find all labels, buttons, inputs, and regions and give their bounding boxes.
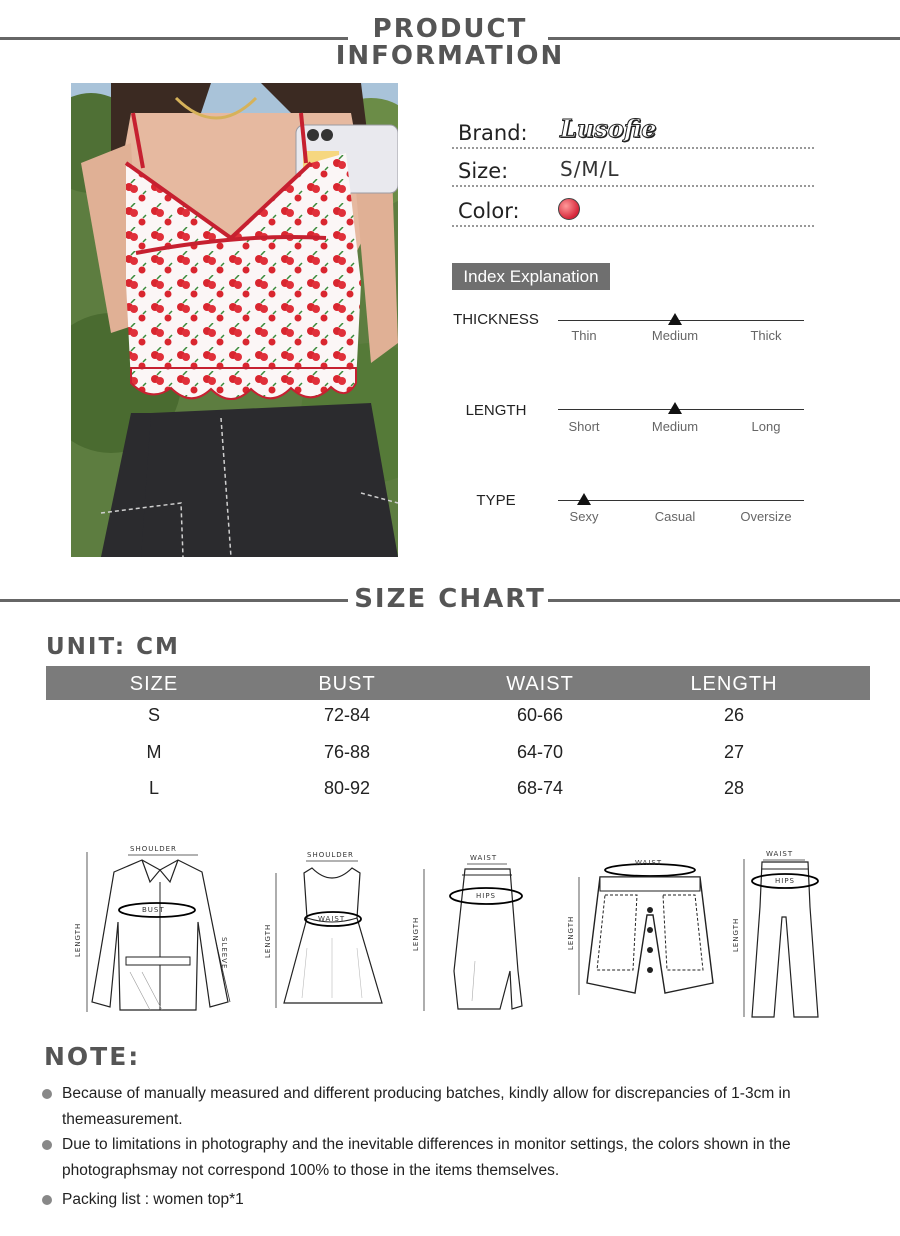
shirt-sleeve-label: SLEEVE [220, 937, 228, 970]
cell-waist: 64-70 [516, 742, 564, 762]
size-label: Size: [458, 159, 509, 183]
pants-waist-label: WAIST [766, 850, 794, 858]
length-tick-3: Long [751, 419, 781, 434]
index-explanation-badge: Index Explanation [452, 263, 610, 290]
cell-bust: 80-92 [323, 778, 371, 798]
dress-diagram [262, 848, 392, 1013]
skirt-diagram [410, 851, 535, 1016]
shirt-shoulder-label: SHOULDER [130, 845, 177, 853]
note-bullet-icon [42, 1089, 52, 1099]
thickness-tick-1: Thin [571, 328, 597, 343]
length-tick-1: Short [568, 419, 600, 434]
cell-bust: 72-84 [323, 705, 371, 725]
length-marker-icon [668, 402, 682, 414]
thickness-tick-2: Medium [651, 328, 699, 343]
note-item: Because of manually measured and different producing batches, kindly allow for discrepancies of 1-3cm in themeasurement. [62, 1085, 791, 1128]
product-heading-line2: INFORMATION [335, 41, 565, 71]
col-length: LENGTH [690, 673, 778, 695]
thickness-label: THICKNESS [453, 311, 539, 328]
cell-size: M [146, 742, 162, 762]
length-label: LENGTH [465, 402, 527, 419]
note-item: Packing list : women top*1 [62, 1191, 244, 1208]
size-row [452, 151, 814, 187]
sizechart-rule-left [0, 599, 348, 602]
type-scale-line [558, 500, 804, 501]
size-value: S/M/L [560, 157, 620, 181]
note-bullet-icon [42, 1140, 52, 1150]
cell-bust: 76-88 [323, 742, 371, 762]
color-label: Color: [458, 199, 520, 223]
cell-size: S [147, 705, 160, 725]
note-bullet-icon [42, 1195, 52, 1205]
dress-waist-label: WAIST [318, 915, 346, 923]
col-bust: BUST [318, 673, 376, 695]
product-photo [71, 83, 398, 557]
note-item: Due to limitations in photography and the inevitable differences in monitor settings, the colors shown in the photographsmay not correspond 100% to those in the items themselves. [62, 1136, 791, 1179]
note-heading: NOTE: [44, 1042, 141, 1071]
heading-rule-left [0, 37, 348, 40]
brand-logo: Lusofie [560, 114, 657, 143]
length-tick-2: Medium [651, 419, 699, 434]
type-label: TYPE [476, 492, 516, 509]
cell-length: 27 [723, 742, 745, 762]
skirt-hips-label: HIPS [476, 892, 496, 900]
shirt-diagram [70, 842, 240, 1017]
brand-label: Brand: [458, 121, 528, 145]
color-swatch[interactable] [558, 198, 580, 220]
color-row [452, 191, 814, 227]
col-size: SIZE [129, 673, 179, 695]
shorts-diagram [565, 855, 725, 1000]
type-marker-icon [577, 493, 591, 505]
type-tick-3: Oversize [740, 509, 792, 524]
shorts-waist-label: WAIST [635, 859, 663, 867]
shorts-length-label: LENGTH [567, 915, 575, 950]
dress-shoulder-label: SHOULDER [307, 851, 354, 859]
dress-length-label: LENGTH [264, 923, 272, 958]
cell-waist: 68-74 [516, 778, 564, 798]
shirt-bust-label: BUST [142, 906, 165, 914]
type-tick-2: Casual [654, 509, 696, 524]
pants-diagram [730, 847, 830, 1022]
cell-waist: 60-66 [516, 705, 564, 725]
cell-length: 26 [723, 705, 745, 725]
size-table-header [46, 666, 870, 700]
cell-length: 28 [723, 778, 745, 798]
shirt-length-label: LENGTH [74, 922, 82, 957]
type-tick-1: Sexy [569, 509, 599, 524]
product-heading-line1: PRODUCT [372, 14, 528, 44]
sizechart-rule-right [548, 599, 900, 602]
pants-hips-label: HIPS [775, 877, 795, 885]
col-waist: WAIST [506, 673, 574, 695]
cell-size: L [148, 778, 159, 798]
skirt-waist-label: WAIST [470, 854, 498, 862]
skirt-length-label: LENGTH [412, 916, 420, 951]
unit-label: UNIT: CM [46, 634, 180, 660]
thickness-tick-3: Thick [750, 328, 782, 343]
brand-row [452, 113, 814, 149]
pants-length-label: LENGTH [732, 917, 740, 952]
heading-rule-right [548, 37, 900, 40]
thickness-marker-icon [668, 313, 682, 325]
size-chart-heading: SIZE CHART [354, 584, 546, 614]
